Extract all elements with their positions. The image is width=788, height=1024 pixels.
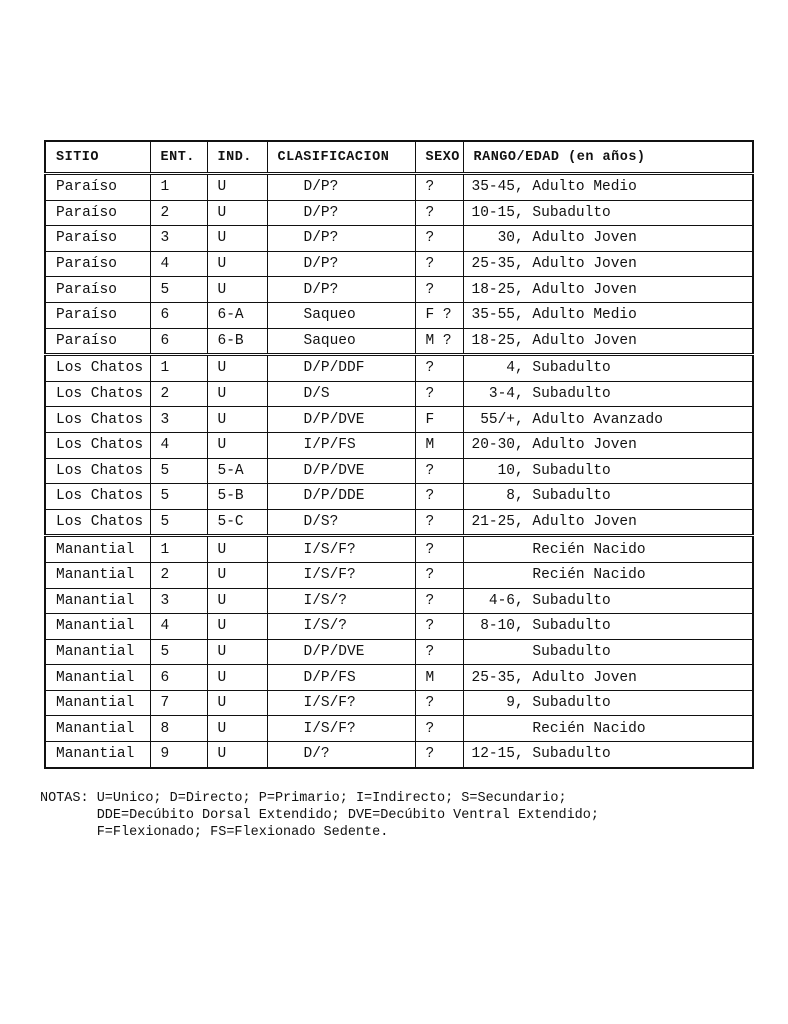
cell-rango-edad: 18-25, Adulto Joven	[463, 277, 753, 303]
cell-sexo: M	[415, 665, 463, 691]
cell-ent: 2	[150, 200, 207, 226]
cell-sitio: Manantial	[45, 690, 150, 716]
cell-sitio: Paraíso	[45, 328, 150, 355]
cell-clasificacion: I/S/F?	[267, 690, 415, 716]
cell-clasificacion: I/S/F?	[267, 716, 415, 742]
cell-clasificacion: D/S?	[267, 509, 415, 536]
cell-sitio: Paraíso	[45, 200, 150, 226]
cell-ent: 2	[150, 562, 207, 588]
table-row	[45, 536, 753, 563]
cell-ind: 5-B	[207, 484, 267, 510]
table-header-row	[45, 141, 753, 174]
cell-sitio: Manantial	[45, 639, 150, 665]
table-row	[45, 226, 753, 252]
cell-sitio: Manantial	[45, 716, 150, 742]
table-row	[45, 174, 753, 201]
cell-ind: U	[207, 690, 267, 716]
table-row	[45, 742, 753, 768]
cell-clasificacion: D/P?	[267, 174, 415, 201]
cell-ind: 6-A	[207, 302, 267, 328]
cell-rango-edad: 21-25, Adulto Joven	[463, 509, 753, 536]
table-row	[45, 328, 753, 355]
table-row	[45, 690, 753, 716]
cell-ent: 6	[150, 328, 207, 355]
table-row	[45, 458, 753, 484]
cell-rango-edad: 8-10, Subadulto	[463, 614, 753, 640]
cell-sexo: M ?	[415, 328, 463, 355]
cell-rango-edad: 10-15, Subadulto	[463, 200, 753, 226]
table-notes: NOTAS: U=Unico; D=Directo; P=Primario; I=Indirecto; S=Secundario; DDE=Decúbito Dorsal Extendido; DVE=Decúbito Ventral Extendido; F=Flexionado; FS=Flexionado Sedente.	[40, 791, 599, 840]
cell-ind: U	[207, 588, 267, 614]
cell-ind: 5-C	[207, 509, 267, 536]
cell-sexo: ?	[415, 200, 463, 226]
cell-ent: 4	[150, 251, 207, 277]
cell-sexo: ?	[415, 588, 463, 614]
cell-ent: 3	[150, 226, 207, 252]
cell-sitio: Los Chatos	[45, 407, 150, 433]
cell-rango-edad: 3-4, Subadulto	[463, 381, 753, 407]
cell-sitio: Manantial	[45, 665, 150, 691]
cell-ent: 6	[150, 665, 207, 691]
cell-ind: U	[207, 536, 267, 563]
cell-sexo: M	[415, 432, 463, 458]
cell-ent: 8	[150, 716, 207, 742]
cell-ent: 5	[150, 484, 207, 510]
cell-ent: 6	[150, 302, 207, 328]
cell-sexo: ?	[415, 639, 463, 665]
cell-clasificacion: D/P?	[267, 200, 415, 226]
cell-sitio: Paraíso	[45, 226, 150, 252]
header-ind: IND.	[207, 141, 267, 174]
table-row	[45, 251, 753, 277]
cell-sexo: ?	[415, 277, 463, 303]
cell-ind: 6-B	[207, 328, 267, 355]
cell-sitio: Manantial	[45, 614, 150, 640]
cell-sexo: ?	[415, 716, 463, 742]
cell-clasificacion: D/P/DVE	[267, 407, 415, 433]
cell-sexo: F	[415, 407, 463, 433]
cell-clasificacion: I/S/?	[267, 588, 415, 614]
cell-rango-edad: Recién Nacido	[463, 536, 753, 563]
cell-rango-edad: 10, Subadulto	[463, 458, 753, 484]
table-body	[45, 174, 753, 768]
table-row	[45, 716, 753, 742]
cell-sexo: ?	[415, 226, 463, 252]
cell-ent: 4	[150, 432, 207, 458]
cell-sitio: Los Chatos	[45, 458, 150, 484]
cell-ind: U	[207, 639, 267, 665]
cell-sexo: ?	[415, 174, 463, 201]
cell-clasificacion: D/P/DDE	[267, 484, 415, 510]
cell-sitio: Los Chatos	[45, 484, 150, 510]
cell-rango-edad: 35-45, Adulto Medio	[463, 174, 753, 201]
cell-rango-edad: 18-25, Adulto Joven	[463, 328, 753, 355]
cell-sitio: Manantial	[45, 588, 150, 614]
cell-ind: U	[207, 174, 267, 201]
cell-ind: U	[207, 432, 267, 458]
cell-sexo: ?	[415, 251, 463, 277]
cell-clasificacion: D/P/FS	[267, 665, 415, 691]
cell-sitio: Los Chatos	[45, 432, 150, 458]
cell-sitio: Paraíso	[45, 251, 150, 277]
cell-rango-edad: 9, Subadulto	[463, 690, 753, 716]
cell-ent: 4	[150, 614, 207, 640]
cell-clasificacion: D/P?	[267, 226, 415, 252]
cell-ent: 5	[150, 277, 207, 303]
header-clasificacion: CLASIFICACION	[267, 141, 415, 174]
cell-ind: U	[207, 665, 267, 691]
cell-clasificacion: Saqueo	[267, 328, 415, 355]
cell-rango-edad: 12-15, Subadulto	[463, 742, 753, 768]
cell-clasificacion: I/P/FS	[267, 432, 415, 458]
cell-ind: U	[207, 716, 267, 742]
cell-sexo: ?	[415, 484, 463, 510]
cell-ind: U	[207, 614, 267, 640]
cell-rango-edad: 4, Subadulto	[463, 355, 753, 382]
table-row	[45, 407, 753, 433]
cell-ent: 2	[150, 381, 207, 407]
table-row	[45, 200, 753, 226]
cell-ind: U	[207, 407, 267, 433]
cell-rango-edad: Recién Nacido	[463, 716, 753, 742]
cell-ind: U	[207, 251, 267, 277]
cell-sexo: ?	[415, 690, 463, 716]
cell-ind: U	[207, 742, 267, 768]
cell-clasificacion: D/?	[267, 742, 415, 768]
cell-sitio: Manantial	[45, 536, 150, 563]
header-ent: ENT.	[150, 141, 207, 174]
cell-clasificacion: D/P?	[267, 251, 415, 277]
cell-rango-edad: 25-35, Adulto Joven	[463, 251, 753, 277]
cell-clasificacion: I/S/?	[267, 614, 415, 640]
cell-sitio: Paraíso	[45, 302, 150, 328]
header-rango-edad: RANGO/EDAD (en años)	[463, 141, 753, 174]
cell-rango-edad: 25-35, Adulto Joven	[463, 665, 753, 691]
cell-ent: 7	[150, 690, 207, 716]
cell-ind: U	[207, 226, 267, 252]
cell-clasificacion: D/P/DVE	[267, 639, 415, 665]
cell-clasificacion: Saqueo	[267, 302, 415, 328]
cell-clasificacion: D/S	[267, 381, 415, 407]
table-row	[45, 639, 753, 665]
burials-table	[44, 140, 754, 769]
cell-clasificacion: D/P/DDF	[267, 355, 415, 382]
cell-ent: 1	[150, 174, 207, 201]
cell-rango-edad: 20-30, Adulto Joven	[463, 432, 753, 458]
header-sitio: SITIO	[45, 141, 150, 174]
cell-sitio: Manantial	[45, 742, 150, 768]
table-row	[45, 588, 753, 614]
cell-ent: 3	[150, 588, 207, 614]
cell-clasificacion: D/P/DVE	[267, 458, 415, 484]
cell-rango-edad: 35-55, Adulto Medio	[463, 302, 753, 328]
cell-sitio: Manantial	[45, 562, 150, 588]
cell-sexo: ?	[415, 509, 463, 536]
cell-sexo: ?	[415, 458, 463, 484]
cell-sexo: ?	[415, 381, 463, 407]
cell-ind: 5-A	[207, 458, 267, 484]
cell-rango-edad: 55/+, Adulto Avanzado	[463, 407, 753, 433]
cell-ind: U	[207, 277, 267, 303]
cell-sexo: ?	[415, 562, 463, 588]
cell-ent: 1	[150, 355, 207, 382]
table-row	[45, 355, 753, 382]
table-row	[45, 562, 753, 588]
cell-sexo: F ?	[415, 302, 463, 328]
cell-ind: U	[207, 562, 267, 588]
cell-rango-edad: Recién Nacido	[463, 562, 753, 588]
cell-clasificacion: D/P?	[267, 277, 415, 303]
cell-ent: 9	[150, 742, 207, 768]
table-row	[45, 509, 753, 536]
cell-ent: 5	[150, 458, 207, 484]
table-row	[45, 432, 753, 458]
cell-sitio: Los Chatos	[45, 381, 150, 407]
table-row	[45, 381, 753, 407]
table-row	[45, 277, 753, 303]
table-row	[45, 665, 753, 691]
cell-ent: 5	[150, 509, 207, 536]
cell-sitio: Los Chatos	[45, 355, 150, 382]
cell-sitio: Paraíso	[45, 277, 150, 303]
cell-clasificacion: I/S/F?	[267, 562, 415, 588]
cell-ind: U	[207, 381, 267, 407]
cell-rango-edad: Subadulto	[463, 639, 753, 665]
cell-sitio: Los Chatos	[45, 509, 150, 536]
table-row	[45, 302, 753, 328]
table-row	[45, 484, 753, 510]
cell-ind: U	[207, 200, 267, 226]
cell-sexo: ?	[415, 614, 463, 640]
table-row	[45, 614, 753, 640]
cell-ent: 5	[150, 639, 207, 665]
cell-ind: U	[207, 355, 267, 382]
cell-sexo: ?	[415, 536, 463, 563]
cell-ent: 3	[150, 407, 207, 433]
cell-sexo: ?	[415, 742, 463, 768]
header-sexo: SEXO	[415, 141, 463, 174]
cell-sitio: Paraíso	[45, 174, 150, 201]
cell-sexo: ?	[415, 355, 463, 382]
cell-clasificacion: I/S/F?	[267, 536, 415, 563]
cell-rango-edad: 4-6, Subadulto	[463, 588, 753, 614]
cell-rango-edad: 30, Adulto Joven	[463, 226, 753, 252]
cell-rango-edad: 8, Subadulto	[463, 484, 753, 510]
cell-ent: 1	[150, 536, 207, 563]
